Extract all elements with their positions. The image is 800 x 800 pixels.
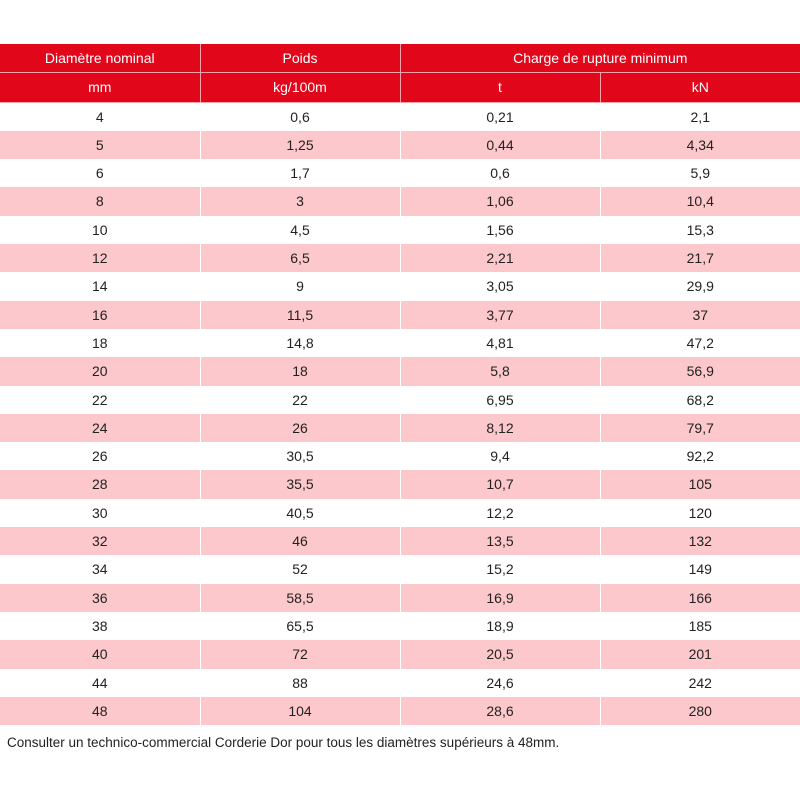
cell-load-t: 1,06 — [400, 187, 600, 215]
unit-load-kn: kN — [600, 73, 800, 102]
cell-load-kn: 68,2 — [600, 386, 800, 414]
cell-load-t: 18,9 — [400, 612, 600, 640]
cell-diameter: 12 — [0, 244, 200, 272]
cell-weight: 88 — [200, 669, 400, 697]
cell-diameter: 38 — [0, 612, 200, 640]
table-row — [0, 301, 800, 329]
cell-load-t: 0,44 — [400, 131, 600, 159]
cell-weight: 4,5 — [200, 216, 400, 244]
table-row — [0, 640, 800, 668]
cell-load-t: 12,2 — [400, 499, 600, 527]
table-row — [0, 470, 800, 498]
cell-weight: 22 — [200, 386, 400, 414]
cell-load-t: 4,81 — [400, 329, 600, 357]
cell-load-t: 13,5 — [400, 527, 600, 555]
cell-weight: 104 — [200, 697, 400, 725]
cell-weight: 1,25 — [200, 131, 400, 159]
cell-load-t: 8,12 — [400, 414, 600, 442]
cell-weight: 11,5 — [200, 301, 400, 329]
cell-diameter: 18 — [0, 329, 200, 357]
cell-load-t: 20,5 — [400, 640, 600, 668]
cell-weight: 52 — [200, 555, 400, 583]
cell-weight: 46 — [200, 527, 400, 555]
cell-load-t: 15,2 — [400, 555, 600, 583]
cell-weight: 18 — [200, 357, 400, 385]
cell-weight: 26 — [200, 414, 400, 442]
table-row — [0, 244, 800, 272]
table-row — [0, 386, 800, 414]
cell-load-t: 3,77 — [400, 301, 600, 329]
cell-load-t: 16,9 — [400, 584, 600, 612]
table-row — [0, 697, 800, 725]
cell-load-kn: 132 — [600, 527, 800, 555]
cell-load-kn: 105 — [600, 470, 800, 498]
cell-load-t: 9,4 — [400, 442, 600, 470]
cell-weight: 14,8 — [200, 329, 400, 357]
cell-load-kn: 47,2 — [600, 329, 800, 357]
cell-diameter: 14 — [0, 272, 200, 300]
cell-load-kn: 149 — [600, 555, 800, 583]
header-breaking-load: Charge de rupture minimum — [400, 44, 800, 73]
cell-diameter: 36 — [0, 584, 200, 612]
cell-weight: 58,5 — [200, 584, 400, 612]
cell-weight: 30,5 — [200, 442, 400, 470]
cell-diameter: 44 — [0, 669, 200, 697]
cell-weight: 9 — [200, 272, 400, 300]
cell-load-kn: 15,3 — [600, 216, 800, 244]
table-row — [0, 102, 800, 131]
cell-diameter: 8 — [0, 187, 200, 215]
cell-load-t: 0,6 — [400, 159, 600, 187]
cell-load-t: 10,7 — [400, 470, 600, 498]
cell-weight: 6,5 — [200, 244, 400, 272]
units-row — [0, 73, 800, 102]
cell-diameter: 5 — [0, 131, 200, 159]
cell-diameter: 26 — [0, 442, 200, 470]
cell-load-kn: 242 — [600, 669, 800, 697]
table-row — [0, 555, 800, 583]
header-row — [0, 44, 800, 73]
cell-load-t: 6,95 — [400, 386, 600, 414]
cell-weight: 3 — [200, 187, 400, 215]
cell-load-kn: 120 — [600, 499, 800, 527]
cell-diameter: 6 — [0, 159, 200, 187]
table-row — [0, 272, 800, 300]
cell-diameter: 28 — [0, 470, 200, 498]
cell-weight: 72 — [200, 640, 400, 668]
table-body — [0, 102, 800, 725]
cell-diameter: 4 — [0, 102, 200, 131]
cell-diameter: 32 — [0, 527, 200, 555]
cell-load-t: 24,6 — [400, 669, 600, 697]
footnote: Consulter un technico-commercial Corderie Dor pour tous les diamètres supérieurs à 48mm. — [7, 735, 560, 750]
cell-weight: 1,7 — [200, 159, 400, 187]
table-row — [0, 159, 800, 187]
cell-load-kn: 5,9 — [600, 159, 800, 187]
unit-load-t: t — [400, 73, 600, 102]
unit-weight: kg/100m — [200, 73, 400, 102]
table-row — [0, 584, 800, 612]
table-row — [0, 329, 800, 357]
cell-load-kn: 37 — [600, 301, 800, 329]
cell-load-t: 2,21 — [400, 244, 600, 272]
table-row — [0, 414, 800, 442]
table-row — [0, 669, 800, 697]
cell-load-t: 3,05 — [400, 272, 600, 300]
table-row — [0, 216, 800, 244]
cell-diameter: 22 — [0, 386, 200, 414]
cell-load-kn: 56,9 — [600, 357, 800, 385]
unit-diameter: mm — [0, 73, 200, 102]
cell-diameter: 10 — [0, 216, 200, 244]
cell-diameter: 20 — [0, 357, 200, 385]
table-row — [0, 442, 800, 470]
cell-diameter: 24 — [0, 414, 200, 442]
cell-diameter: 16 — [0, 301, 200, 329]
cell-load-t: 0,21 — [400, 102, 600, 131]
table-row — [0, 187, 800, 215]
cell-load-kn: 185 — [600, 612, 800, 640]
cell-weight: 35,5 — [200, 470, 400, 498]
cell-diameter: 34 — [0, 555, 200, 583]
cell-diameter: 30 — [0, 499, 200, 527]
header-weight: Poids — [200, 44, 400, 73]
header-diameter: Diamètre nominal — [0, 44, 200, 73]
table-row — [0, 357, 800, 385]
table-row — [0, 499, 800, 527]
cell-weight: 65,5 — [200, 612, 400, 640]
cell-load-kn: 10,4 — [600, 187, 800, 215]
cell-load-kn: 280 — [600, 697, 800, 725]
cell-load-kn: 92,2 — [600, 442, 800, 470]
cell-load-kn: 166 — [600, 584, 800, 612]
cell-load-kn: 79,7 — [600, 414, 800, 442]
cell-load-kn: 4,34 — [600, 131, 800, 159]
cell-load-kn: 29,9 — [600, 272, 800, 300]
cell-load-t: 28,6 — [400, 697, 600, 725]
cell-load-t: 1,56 — [400, 216, 600, 244]
table-row — [0, 612, 800, 640]
cell-weight: 0,6 — [200, 102, 400, 131]
specifications-table — [0, 44, 800, 725]
table-row — [0, 131, 800, 159]
cell-weight: 40,5 — [200, 499, 400, 527]
cell-diameter: 48 — [0, 697, 200, 725]
cell-load-kn: 201 — [600, 640, 800, 668]
cell-load-kn: 2,1 — [600, 102, 800, 131]
table-row — [0, 527, 800, 555]
cell-load-kn: 21,7 — [600, 244, 800, 272]
cell-load-t: 5,8 — [400, 357, 600, 385]
cell-diameter: 40 — [0, 640, 200, 668]
